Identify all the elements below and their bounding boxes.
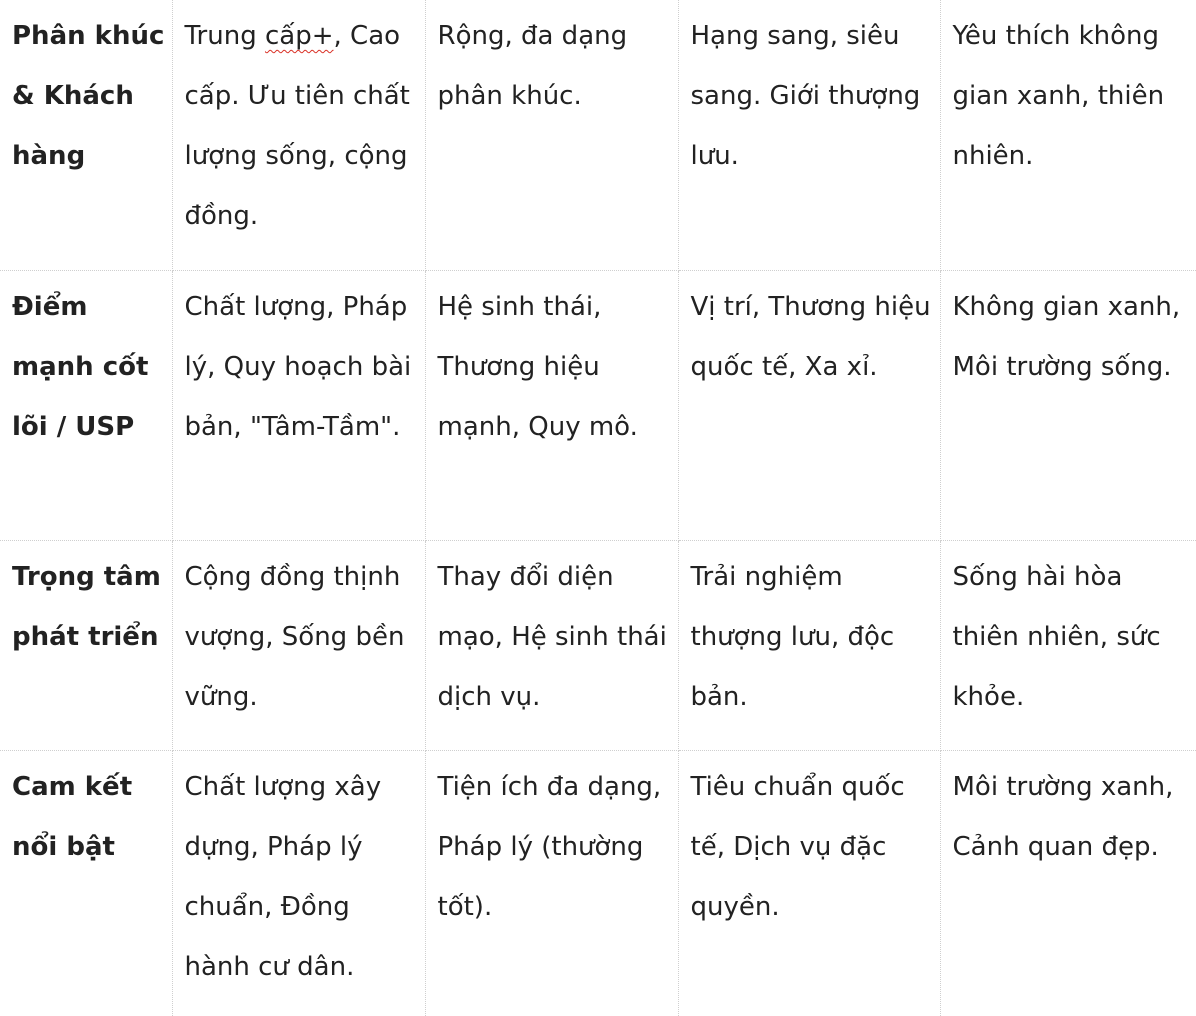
table-row <box>0 750 1196 1016</box>
row-header: Cam kết nổi bật <box>0 750 172 1016</box>
row-header: Trọng tâm phát triển <box>0 540 172 750</box>
table-cell: Tiêu chuẩn quốc tế, Dịch vụ đặc quyền. <box>678 750 940 1016</box>
table-cell: Rộng, đa dạng phân khúc. <box>425 0 678 270</box>
row-header: Điểm mạnh cốt lõi / USP <box>0 270 172 540</box>
table-row <box>0 0 1196 270</box>
table-cell: Không gian xanh, Môi trường sống. <box>940 270 1196 540</box>
table-cell: Hạng sang, siêu sang. Giới thượng lưu. <box>678 0 940 270</box>
table-row <box>0 270 1196 540</box>
table-cell: Vị trí, Thương hiệu quốc tế, Xa xỉ. <box>678 270 940 540</box>
spellcheck-flagged-word[interactable]: cấp+ <box>264 21 334 51</box>
table-row <box>0 540 1196 750</box>
table-cell: Thay đổi diện mạo, Hệ sinh thái dịch vụ. <box>425 540 678 750</box>
table-cell: Sống hài hòa thiên nhiên, sức khỏe. <box>940 540 1196 750</box>
table-cell: Hệ sinh thái, Thương hiệu mạnh, Quy mô. <box>425 270 678 540</box>
table-cell: Yêu thích không gian xanh, thiên nhiên. <box>940 0 1196 270</box>
table-cell: Chất lượng, Pháp lý, Quy hoạch bài bản, "Tâm-Tầm". <box>172 270 425 540</box>
table-cell: Trải nghiệm thượng lưu, độc bản. <box>678 540 940 750</box>
row-header: Phân khúc & Khách hàng <box>0 0 172 270</box>
table-cell: Tiện ích đa dạng, Pháp lý (thường tốt). <box>425 750 678 1016</box>
table-cell: Trung cấp+, Cao cấp. Ưu tiên chất lượng sống, cộng đồng. <box>172 0 425 270</box>
table-cell: Môi trường xanh, Cảnh quan đẹp. <box>940 750 1196 1016</box>
table-cell: Chất lượng xây dựng, Pháp lý chuẩn, Đồng hành cư dân. <box>172 750 425 1016</box>
table-cell: Cộng đồng thịnh vượng, Sống bền vững. <box>172 540 425 750</box>
